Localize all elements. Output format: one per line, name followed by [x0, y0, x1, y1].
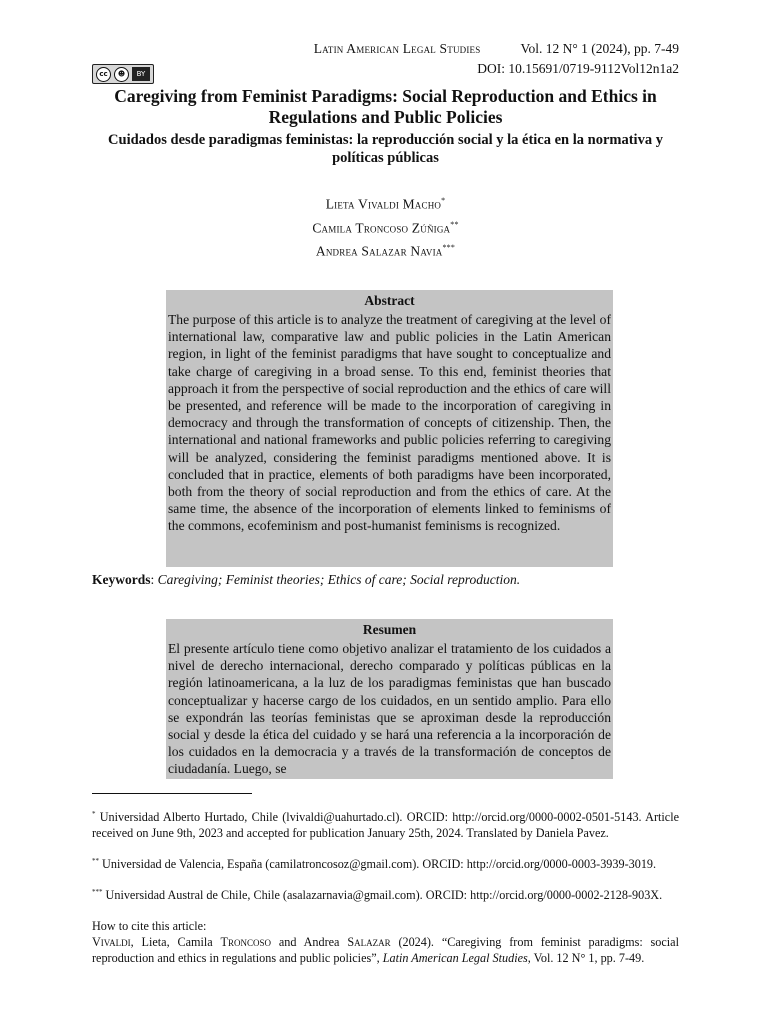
keywords-list: Caregiving; Feminist theories; Ethics of care; Social reproduction. [157, 572, 521, 587]
resumen-heading: Resumen [362, 622, 417, 637]
keywords-label: Keywords [92, 572, 151, 587]
footnote-mark: *** [92, 888, 103, 896]
citation-segment: , Lieta, Camila [130, 935, 221, 949]
author-1 [92, 196, 679, 213]
author-3 [92, 243, 679, 260]
volume-info: Vol. 12 N° 1 (2024), pp. 7-49 [520, 41, 679, 56]
by-label: BY [132, 67, 150, 81]
citation-author-1: Vivaldi [92, 935, 131, 949]
footnote-ref[interactable]: * [441, 196, 446, 205]
author-name: Lieta Vivaldi Macho [325, 196, 442, 212]
author-name: Camila Troncoso Zúñiga [312, 220, 451, 236]
running-header [92, 41, 679, 57]
footnote-ref[interactable]: *** [442, 243, 456, 252]
resumen-text: El presente artículo tiene como objetivo analizar el tratamiento de los cuidados a nivel de derecho internacional, derecho comparado y políticas públicas en la región latinoamericana, a la luz de los paradigmas feministas que han buscado conceptualizar y hacerse cargo de los cuidados, en un sentido amplio. Para ello se expondrán las teorías feministas que se aproximan desde la reproducción social y desde la ética del cuidado y se hará una referencia a la incorporación de los cuidados en la democracia y a través de la transformación de conceptos de ciudadanía. Luego, se [168, 641, 611, 777]
cc-by-license-badge[interactable] [92, 64, 154, 84]
keywords-separator: : [150, 572, 155, 587]
citation-segment: (2024). “Caregiving from feminist paradigms: social reproduction and ethics in regulations and public policies”, [92, 935, 679, 965]
resumen-box [166, 619, 613, 779]
article-title: Caregiving from Feminist Paradigms: Social Reproduction and Ethics in Regulations and Public Policies [114, 86, 657, 127]
footnote-ref[interactable]: ** [450, 220, 459, 229]
keywords [92, 572, 692, 588]
footnote-text: Universidad de Valencia, España (camilatroncosoz@gmail.com). ORCID: http://orcid.org/0000-0003-3939-3019. [102, 857, 657, 872]
author-name: Andrea Salazar Navia [315, 243, 443, 259]
footnote-divider [92, 793, 252, 794]
journal-name: Latin American Legal Studies [313, 41, 481, 56]
abstract-box [166, 290, 613, 567]
citation-label: How to cite this article: [92, 919, 207, 933]
citation-author-3: Salazar [347, 935, 391, 949]
footnote-2 [92, 854, 679, 873]
author-2 [92, 220, 679, 237]
footnote-text: Universidad Alberto Hurtado, Chile (lvivaldi@uahurtado.cl). ORCID: http://orcid.org/0000-0002-0501-5143. Article received on June 9th, 2023 and accepted for publication January 25th, 2024. Translated by Daniela Pavez. [92, 810, 679, 840]
footnote-1 [92, 807, 679, 841]
abstract-text: The purpose of this article is to analyze the treatment of caregiving at the level of international law, comparative law and public policies in the Latin American region, in light of the feminist paradigms that have sought to conceptualize and take charge of caregiving in a broad sense. To this end, feminist theories that approach it from the perspective of social reproduction and the ethics of care will be presented, and reference will be made to the incorporation of caregiving in democracy and through the transformation of concepts of citizenship. Then, the international and national frameworks and public policies referring to caregiving will be analyzed, considering the feminist paradigms mentioned above. It is concluded that in practice, elements of both paradigms have been incorporated, both from the theory of social reproduction and from the ethics of care. At the same time, the absence of the incorporation of elements linked to feminisms of the commons, ecofeminism and post-humanist feminisms is recognized. [168, 312, 611, 534]
cc-icon: cc [96, 67, 111, 82]
footnote-text: Universidad Austral de Chile, Chile (asalazarnavia@gmail.com). ORCID: http://orcid.org/0000-0002-2128-903X. [105, 888, 663, 903]
footnote-mark: ** [92, 857, 99, 865]
abstract-heading: Abstract [364, 293, 415, 308]
footnote-3 [92, 885, 679, 904]
doi[interactable]: DOI: 10.15691/0719-9112Vol12n1a2 [477, 61, 679, 76]
citation-segment: , Vol. 12 N° 1, pp. 7-49. [527, 950, 645, 965]
article-subtitle: Cuidados desde paradigmas feministas: la reproducción social y la ética en la normativa y políticas públicas [108, 132, 663, 166]
footnote-mark: * [92, 810, 96, 818]
citation-segment: and Andrea [270, 935, 348, 949]
attribution-icon: ☻ [114, 67, 129, 82]
citation-text [92, 935, 679, 966]
citation-journal: Latin American Legal Studies [382, 950, 528, 965]
citation-author-2: Troncoso [220, 935, 271, 949]
